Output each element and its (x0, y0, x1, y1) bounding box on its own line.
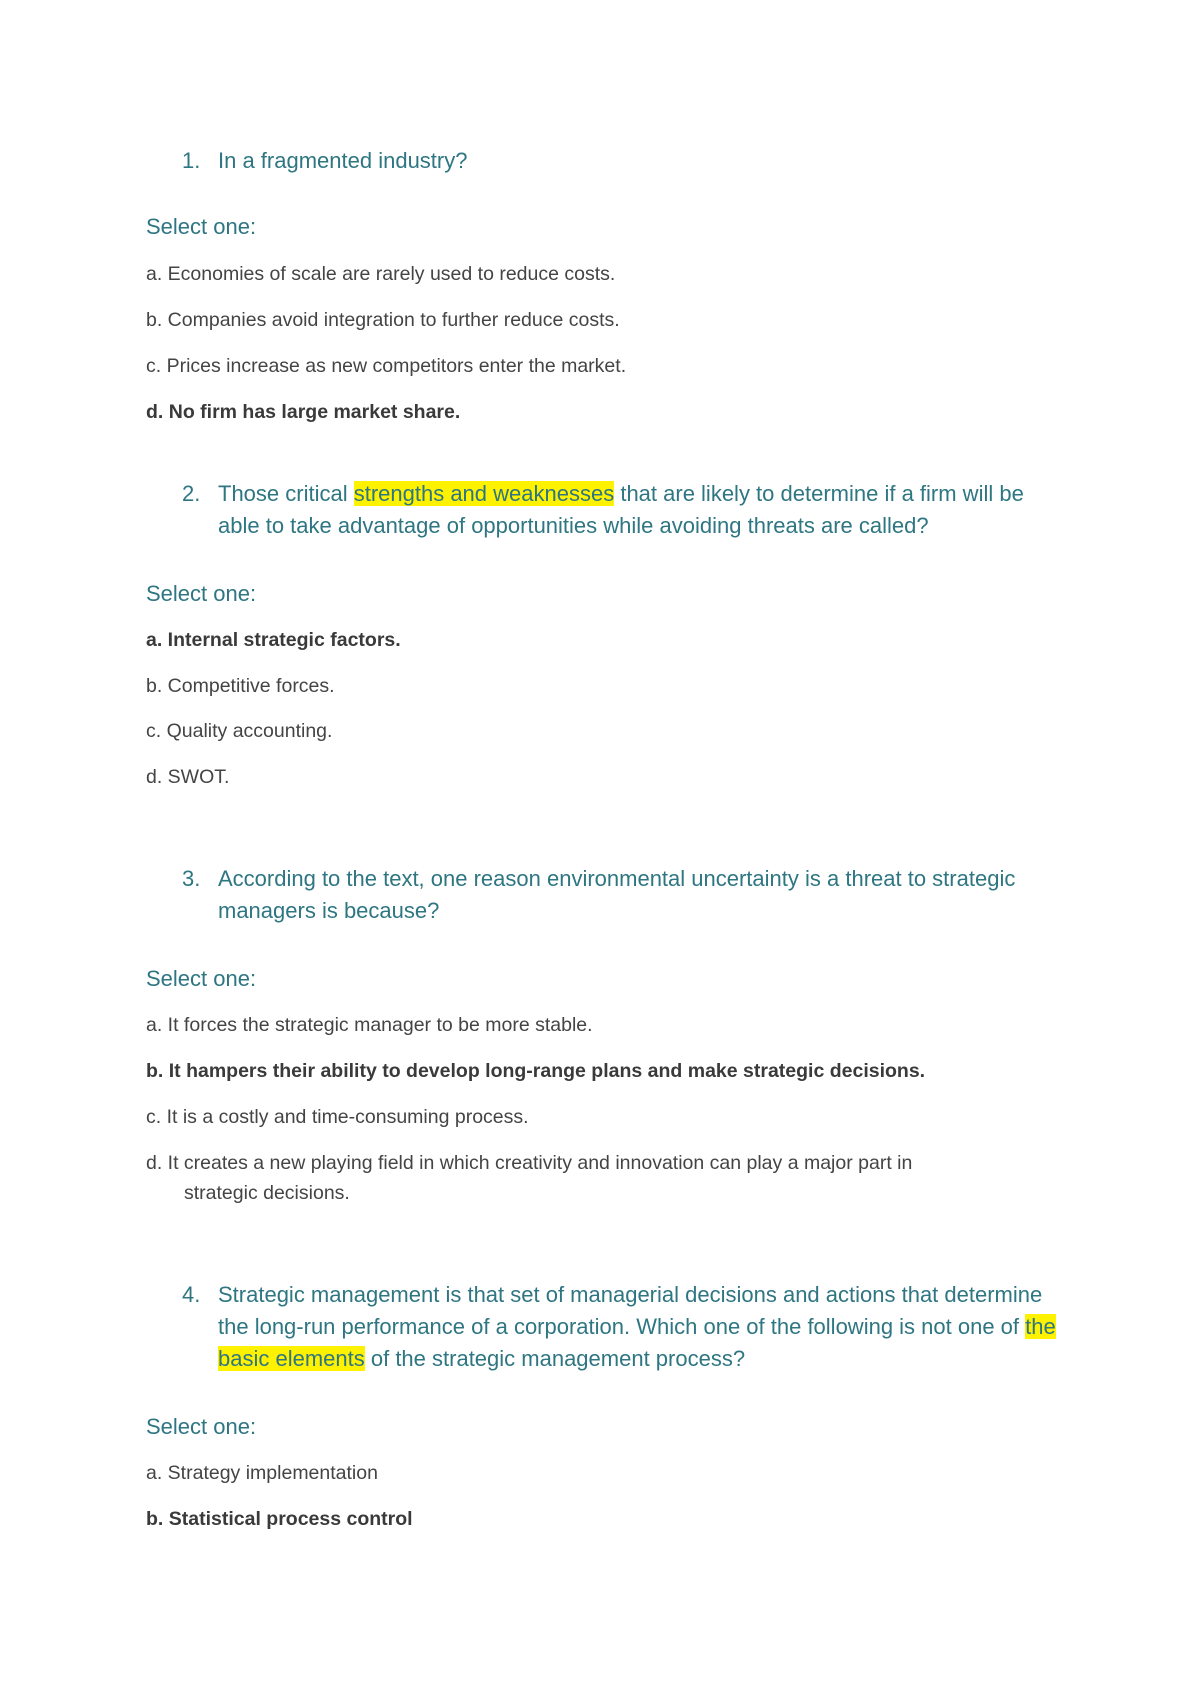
question-text: According to the text, one reason environmental uncertainty is a threat to strategic managers is because? (218, 866, 1016, 923)
question-number: 1. (182, 148, 201, 173)
option-b: b. Competitive forces. (146, 675, 335, 697)
highlighted-phrase: the basic elements (218, 1314, 1056, 1371)
question-number: 4. (182, 1282, 201, 1307)
select-one-label: Select one: (146, 214, 257, 239)
option-d-continuation: strategic decisions. (184, 1182, 350, 1204)
option-b-correct: b. Statistical process control (146, 1508, 413, 1530)
option-a-correct: a. Internal strategic factors. (146, 629, 401, 651)
option-d: d. It creates a new playing field in which creativity and innovation can play a major part in strategic decisions. (146, 1148, 1006, 1208)
question-text: In a fragmented industry? (218, 148, 468, 173)
question-stem (182, 863, 1058, 927)
question-text-start: Strategic management is that set of managerial decisions and actions that determine the long-run performance of a corporation. Which one of the following is not one of (218, 1282, 1043, 1339)
question-number: 2. (182, 481, 201, 506)
highlighted-phrase: strengths and weaknesses (353, 481, 615, 506)
option-c: c. It is a costly and time-consuming process. (146, 1106, 529, 1128)
option-c: c. Quality accounting. (146, 720, 333, 742)
option-b: b. Companies avoid integration to further reduce costs. (146, 309, 620, 331)
select-one-label: Select one: (146, 1414, 257, 1439)
question-number: 3. (182, 866, 201, 891)
option-c: c. Prices increase as new competitors enter the market. (146, 355, 627, 377)
option-a: a. It forces the strategic manager to be more stable. (146, 1014, 593, 1036)
select-one-label: Select one: (146, 966, 257, 991)
question-stem (182, 478, 1058, 542)
select-one-label: Select one: (146, 581, 257, 606)
question-stem (182, 145, 1058, 177)
question-text-start: Those critical (218, 481, 354, 506)
question-text-end: that are likely to determine if a firm will be able to take advantage of opportunities while avoiding threats are called? (218, 481, 1024, 538)
option-d: d. SWOT. (146, 766, 230, 788)
option-a: a. Economies of scale are rarely used to reduce costs. (146, 263, 616, 285)
question-stem (182, 1279, 1058, 1375)
option-d-correct: d. No firm has large market share. (146, 401, 461, 423)
option-a: a. Strategy implementation (146, 1462, 378, 1484)
question-text-end: of the strategic management process? (364, 1346, 746, 1371)
option-b-correct: b. It hampers their ability to develop long-range plans and make strategic decisions. (146, 1060, 926, 1082)
